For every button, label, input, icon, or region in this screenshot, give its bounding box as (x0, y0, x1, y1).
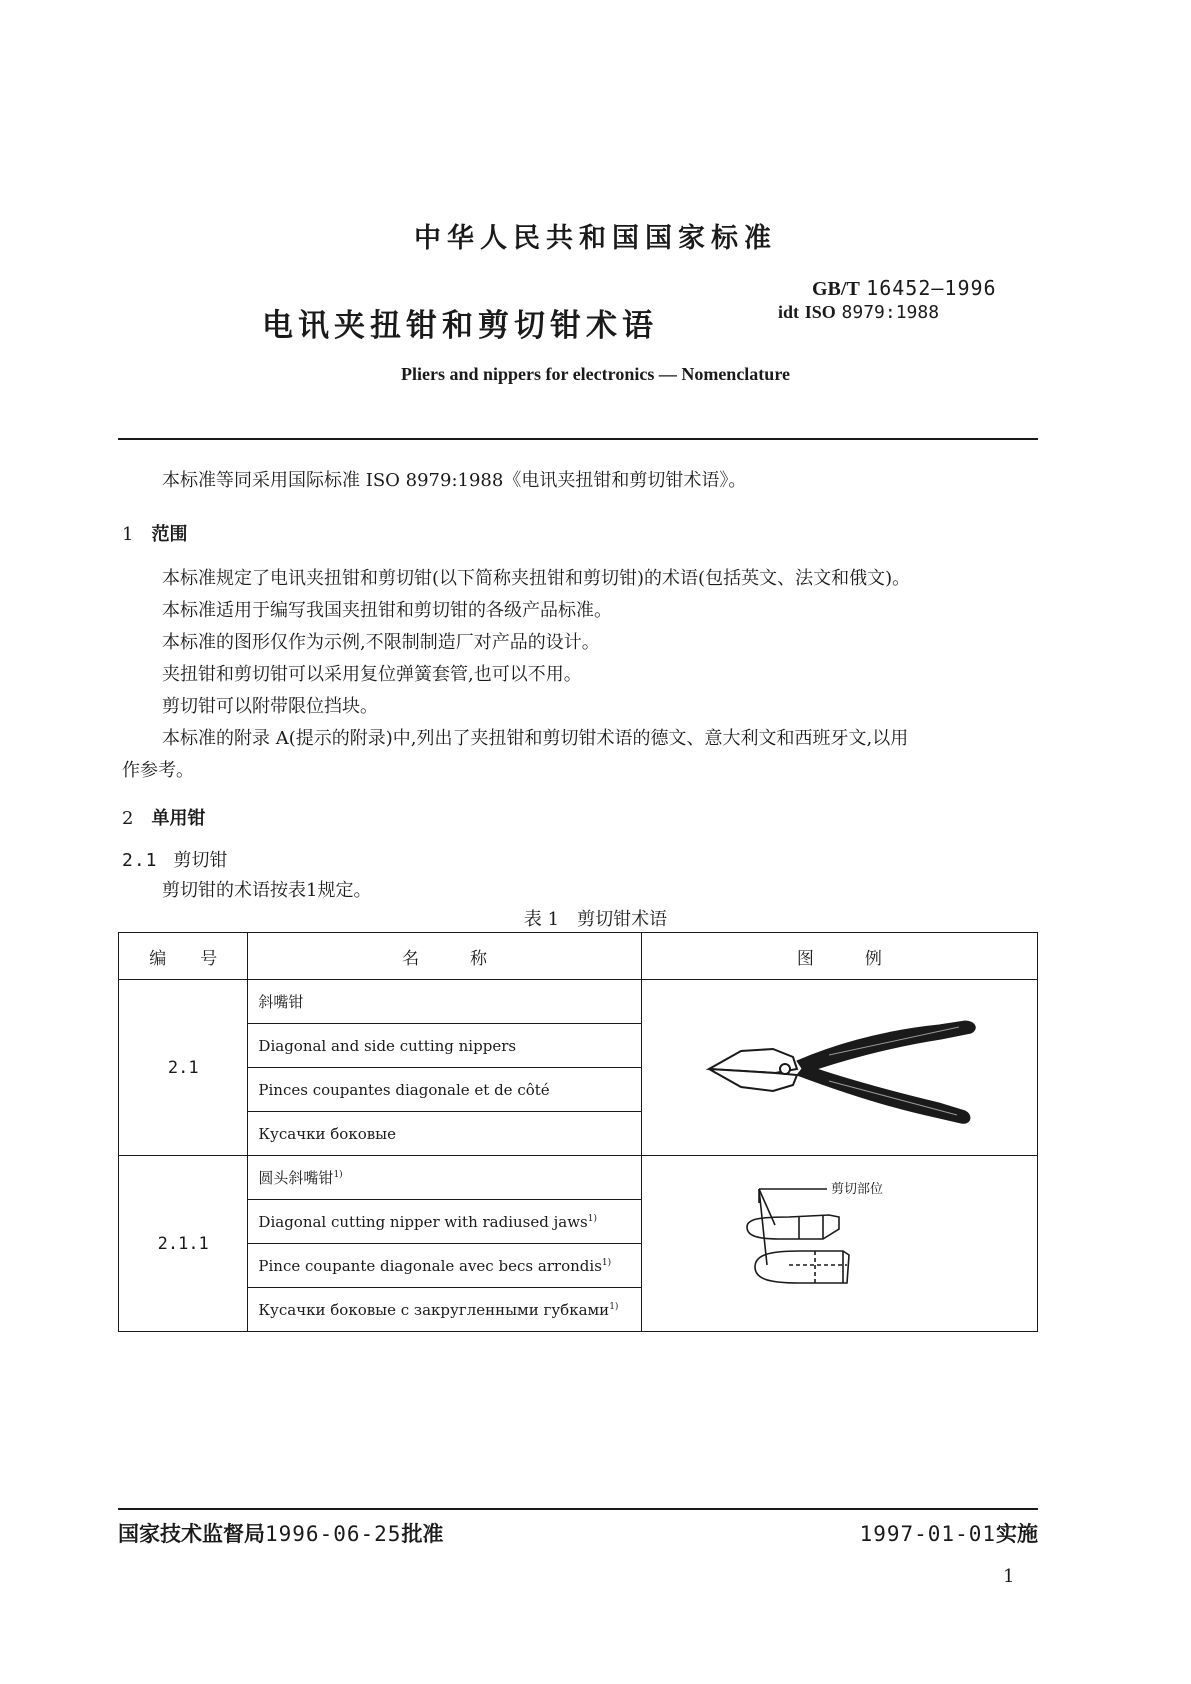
section-1-number: 1 (122, 524, 134, 545)
document-title-cn: 电讯夹扭钳和剪切钳术语 (262, 308, 658, 344)
term-name-ru: Кусачки боковые (248, 1112, 641, 1156)
iso-equivalence (778, 302, 939, 323)
section-2-1-heading (122, 850, 228, 872)
term-name-cn: 斜嘴钳 (248, 980, 641, 1024)
section-2-1-text: 剪切钳的术语按表1规定。 (162, 880, 372, 901)
table-header-row (119, 933, 1038, 980)
section-1-paragraph: 本标准适用于编写我国夹扭钳和剪切钳的各级产品标准。 (162, 600, 612, 621)
header-number: 编 号 (119, 933, 248, 980)
table-row (119, 980, 1038, 1024)
intro-paragraph: 本标准等同采用国际标准 ISO 8979:1988《电讯夹扭钳和剪切钳术语》。 (162, 470, 747, 491)
section-1-paragraph: 本标准规定了电讯夹扭钳和剪切钳(以下简称夹扭钳和剪切钳)的术语(包括英文、法文和俄文)。 (162, 568, 911, 589)
implementation-line (860, 1518, 1038, 1548)
upper-jaw-outline (747, 1215, 839, 1239)
term-number: 2.1 (119, 980, 248, 1156)
standard-number-value: 16452—1996 (866, 276, 997, 300)
header-figure: 图 例 (641, 933, 1037, 980)
term-name-fr (248, 1244, 641, 1288)
term-name-text: Кусачки боковые с закругленными губками (258, 1300, 610, 1319)
term-name-text: 圆头斜嘴钳 (258, 1169, 334, 1187)
lower-jaw-outline (755, 1251, 849, 1283)
term-name-ru (248, 1288, 641, 1332)
section-1-heading (122, 520, 187, 546)
section-1-title: 范围 (151, 524, 188, 545)
figure-cell (641, 980, 1037, 1156)
section-1-paragraph-continued: 作参考。 (122, 760, 194, 781)
term-name-text: Pince coupante diagonale avec becs arrondis (258, 1256, 602, 1275)
diagonal-nippers-illustration (689, 991, 989, 1141)
approval-authority: 国家技术监督局 (118, 1522, 265, 1546)
approval-line (118, 1518, 443, 1548)
term-number: 2.1.1 (119, 1156, 248, 1332)
section-1-paragraph: 夹扭钳和剪切钳可以采用复位弹簧套管,也可以不用。 (162, 664, 582, 685)
footnote-mark: 1) (601, 1257, 612, 1268)
term-name-cn (248, 1156, 641, 1200)
page-number: 1 (1003, 1566, 1015, 1587)
figure-cell (641, 1156, 1037, 1332)
section-2-title: 单用钳 (151, 808, 206, 829)
national-standard-heading: 中华人民共和国国家标准 (414, 223, 777, 254)
iso-number: 8979:1988 (841, 302, 940, 323)
section-2-1-number: 2.1 (122, 850, 158, 871)
section-1-paragraph: 本标准的图形仅作为示例,不限制制造厂对产品的设计。 (162, 632, 600, 653)
term-name-en (248, 1200, 641, 1244)
term-name-text: Diagonal cutting nipper with radiused jaws (258, 1212, 588, 1231)
pivot-rivet (780, 1064, 790, 1074)
section-1-paragraph: 剪切钳可以附带限位挡块。 (162, 696, 378, 717)
header-divider (118, 438, 1038, 440)
lower-handle (797, 1065, 970, 1123)
table-row (119, 1156, 1038, 1200)
standard-number (812, 276, 997, 301)
section-1-paragraph: 本标准的附录 A(提示的附录)中,列出了夹扭钳和剪切钳术语的德文、意大利文和西班牙文,以用 (162, 728, 909, 749)
idt-prefix: idt (778, 302, 800, 322)
implementation-date: 1997-01-01 (859, 1522, 996, 1546)
radiused-jaws-illustration (719, 1167, 959, 1317)
section-2-1-title: 剪切钳 (173, 850, 228, 871)
document-title-en: Pliers and nippers for electronics — Nomenclature (401, 364, 790, 384)
footnote-mark: 1) (587, 1213, 598, 1224)
footnote-mark: 1) (609, 1301, 619, 1312)
standard-prefix: GB/T (812, 278, 860, 300)
figure-label: 剪切部位 (831, 1181, 884, 1197)
implementation-suffix: 实施 (996, 1522, 1038, 1546)
section-2-number: 2 (122, 808, 134, 829)
term-name-en: Diagonal and side cutting nippers (248, 1024, 641, 1068)
terms-table (118, 932, 1038, 1332)
section-2-heading (122, 804, 205, 830)
iso-prefix: ISO (804, 302, 836, 322)
header-name: 名 称 (248, 933, 641, 980)
footnote-mark: 1) (333, 1170, 343, 1180)
footer-divider (118, 1508, 1038, 1510)
table-caption: 表 1 剪切钳术语 (523, 909, 668, 930)
approval-suffix: 批准 (401, 1522, 444, 1546)
term-name-fr: Pinces coupantes diagonale et de côté (248, 1068, 641, 1112)
approval-date: 1996-06-25 (265, 1522, 402, 1546)
